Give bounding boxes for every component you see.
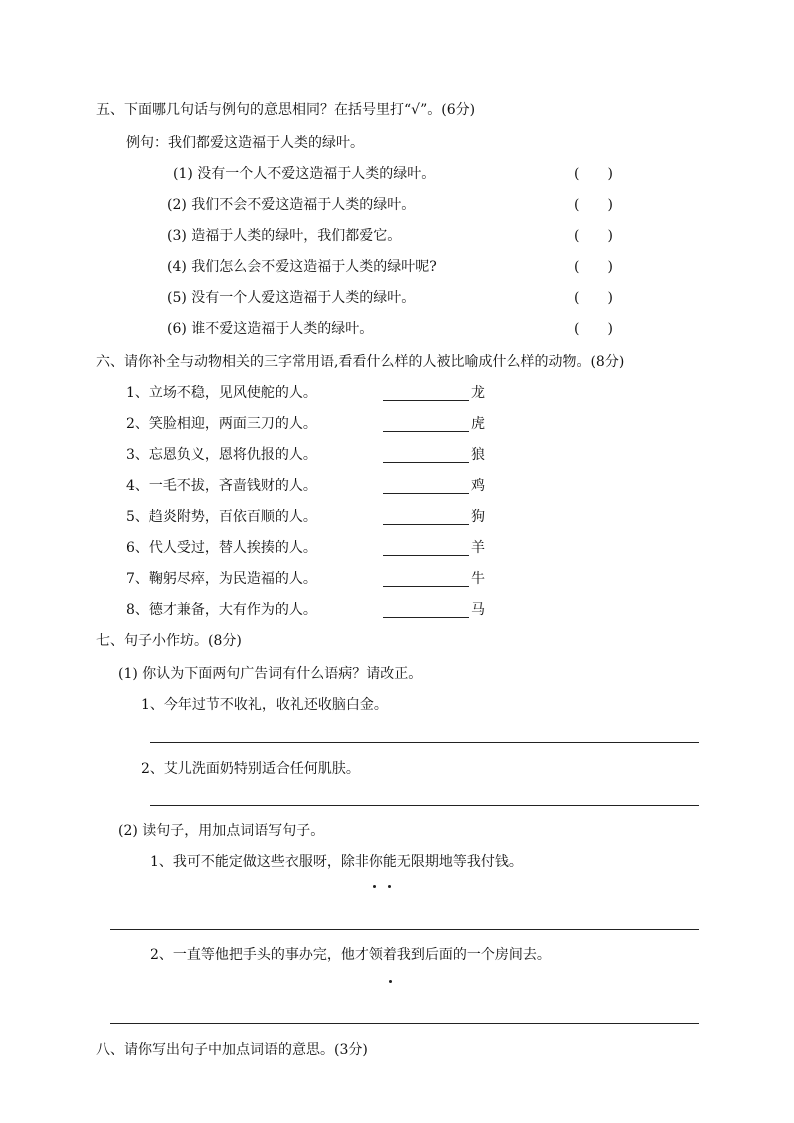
- s6-animal-4: 鸡: [471, 478, 485, 494]
- s7-part1-item-2: 2、艾儿洗面奶特别适合任何肌肤。: [141, 761, 360, 777]
- s6-item-1: 1、立场不稳，见风使舵的人。: [126, 385, 317, 401]
- s7-answer-line-4[interactable]: [110, 1023, 699, 1024]
- s6-animal-2: 虎: [471, 416, 485, 432]
- s6-answer-blank-1[interactable]: [383, 400, 469, 401]
- s6-answer-blank-6[interactable]: [383, 555, 469, 556]
- s6-answer-blank-3[interactable]: [383, 462, 469, 463]
- s6-item-3: 3、忘恩负义，恩将仇报的人。: [126, 447, 317, 463]
- s6-item-8: 8、德才兼备，大有作为的人。: [126, 602, 317, 618]
- s6-answer-blank-7[interactable]: [383, 586, 469, 587]
- s6-animal-8: 马: [471, 602, 485, 618]
- s5-answer-paren-6[interactable]: ( ): [574, 321, 613, 337]
- section8-title: 八、请你写出句子中加点词语的意思。(3分): [96, 1042, 368, 1058]
- s6-animal-6: 羊: [471, 540, 485, 556]
- s7-answer-line-2[interactable]: [150, 805, 699, 806]
- s5-answer-paren-5[interactable]: ( ): [574, 290, 613, 306]
- s6-answer-blank-2[interactable]: [383, 431, 469, 432]
- s5-item-2: (2) 我们不会不爱这造福于人类的绿叶。: [167, 197, 416, 213]
- s5-item-6: (6) 谁不爱这造福于人类的绿叶。: [167, 321, 374, 337]
- s6-animal-5: 狗: [471, 509, 485, 525]
- s5-item-4: (4) 我们怎么会不爱这造福于人类的绿叶呢?: [167, 259, 437, 275]
- s7-answer-line-1[interactable]: [150, 742, 699, 743]
- s7-part2-item-1: 1、我可不能定做这些衣服呀，除非你能无限期地等我付钱。: [150, 854, 523, 870]
- s6-animal-3: 狼: [471, 447, 485, 463]
- s6-answer-blank-4[interactable]: [383, 493, 469, 494]
- s6-item-2: 2、笑脸相迎，两面三刀的人。: [126, 416, 317, 432]
- s7-part2-title: (2) 读句子，用加点词语写句子。: [118, 823, 325, 839]
- s6-animal-7: 牛: [471, 571, 485, 587]
- emphasis-dot: [373, 885, 376, 888]
- s5-item-1: (1) 没有一个人不爱这造福于人类的绿叶。: [173, 166, 436, 182]
- emphasis-dot: [389, 980, 392, 983]
- section5-example: 例句：我们都爱这造福于人类的绿叶。: [126, 135, 364, 151]
- s5-item-5: (5) 没有一个人爱这造福于人类的绿叶。: [167, 290, 416, 306]
- s6-answer-blank-5[interactable]: [383, 524, 469, 525]
- s6-animal-1: 龙: [471, 385, 485, 401]
- s5-item-3: (3) 造福于人类的绿叶，我们都爱它。: [167, 228, 402, 244]
- s7-part1-item-1: 1、今年过节不收礼，收礼还收脑白金。: [141, 697, 388, 713]
- s5-answer-paren-1[interactable]: ( ): [574, 166, 613, 182]
- s6-item-7: 7、鞠躬尽瘁，为民造福的人。: [126, 571, 317, 587]
- s6-item-5: 5、趋炎附势，百依百顺的人。: [126, 509, 317, 525]
- s5-answer-paren-2[interactable]: ( ): [574, 197, 613, 213]
- s7-part1-title: (1) 你认为下面两句广告词有什么语病？请改正。: [118, 666, 423, 682]
- s5-answer-paren-4[interactable]: ( ): [574, 259, 613, 275]
- s6-item-4: 4、一毛不拔，吝啬钱财的人。: [126, 478, 317, 494]
- section6-title: 六、请你补全与动物相关的三字常用语,看看什么样的人被比喻成什么样的动物。(8分): [96, 354, 625, 370]
- s5-answer-paren-3[interactable]: ( ): [574, 228, 613, 244]
- section7-title: 七、句子小作坊。(8分): [96, 633, 242, 649]
- s7-part2-item-2: 2、一直等他把手头的事办完，他才领着我到后面的一个房间去。: [150, 947, 551, 963]
- emphasis-dot: [388, 885, 391, 888]
- s7-answer-line-3[interactable]: [110, 929, 699, 930]
- s6-answer-blank-8[interactable]: [383, 617, 469, 618]
- section5-title: 五、下面哪几句话与例句的意思相同？在括号里打“√”。(6分): [96, 102, 476, 118]
- s6-item-6: 6、代人受过，替人挨揍的人。: [126, 540, 317, 556]
